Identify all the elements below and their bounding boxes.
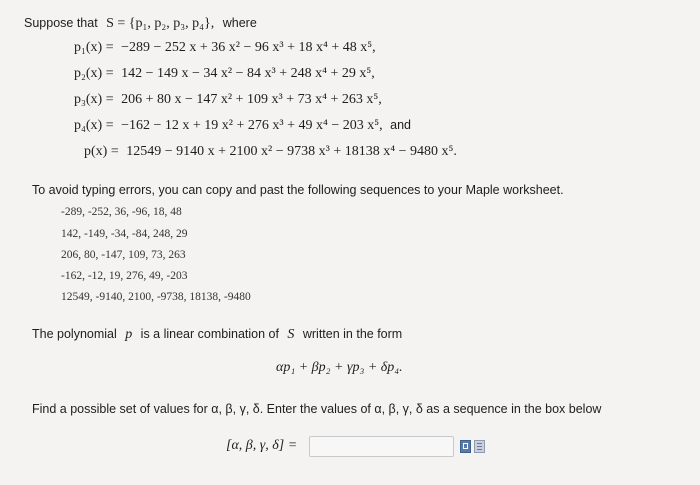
intro-suffix: where: [222, 16, 257, 30]
combination-formula: αp₁ + βp₂ + γp₃ + δp₄.: [276, 360, 403, 375]
polynomial-rhs: −162 − 12 x + 19 x² + 276 x³ + 49 x⁴ − 203 x⁵,: [121, 118, 383, 133]
polynomial-lhs: p₁(x) =: [74, 40, 114, 55]
answer-input[interactable]: [309, 436, 454, 457]
polynomial-symbol: p: [125, 327, 133, 342]
sequence-line: -162, -12, 19, 276, 49, -203: [61, 270, 188, 282]
polynomial-rhs: −289 − 252 x + 36 x² − 96 x³ + 18 x⁴ + 48 x⁵,: [121, 40, 376, 55]
equation-editor-icon[interactable]: [460, 440, 471, 453]
combination-suffix: written in the form: [302, 327, 403, 341]
sequence-line: 206, 80, -147, 109, 73, 263: [61, 249, 186, 261]
find-instructions: Find a possible set of values for α, β, γ, δ. Enter the values of α, β, γ, δ as a sequence in the box below: [32, 402, 602, 416]
polynomial-row: [74, 118, 411, 134]
answer-label: [α, β, γ, δ] =: [226, 438, 298, 453]
polynomial-lhs: p₄(x) =: [74, 118, 114, 133]
polynomial-rhs: 12549 − 9140 x + 2100 x² − 9738 x³ + 18138 x⁴ − 9480 x⁵.: [126, 144, 457, 159]
set-symbol: S: [287, 327, 295, 342]
intro-line: [24, 14, 257, 32]
polynomial-row: [74, 40, 376, 56]
polynomial-lhs: p₂(x) =: [74, 66, 114, 81]
sequence-line: 142, -149, -34, -84, 248, 29: [61, 228, 188, 240]
polynomial-lhs: p₃(x) =: [74, 92, 114, 107]
polynomial-rhs: 142 − 149 x − 34 x² − 84 x³ + 248 x⁴ + 29 x⁵,: [121, 66, 375, 81]
polynomial-rhs: 206 + 80 x − 147 x² + 109 x³ + 73 x⁴ + 263 x⁵,: [121, 92, 382, 107]
sequence-line: -289, -252, 36, -96, 18, 48: [61, 206, 182, 218]
combination-prefix: The polynomial: [32, 327, 117, 341]
set-expression: S = {p₁, p₂, p₃, p₄},: [106, 16, 215, 31]
intro-prefix: Suppose that: [24, 16, 98, 30]
combination-middle: is a linear combination of: [140, 327, 279, 341]
polynomial-row: [84, 144, 457, 160]
copy-instructions: To avoid typing errors, you can copy and past the following sequences to your Maple worksheet.: [32, 183, 564, 197]
polynomial-lhs: p(x) =: [84, 144, 119, 159]
and-word: and: [390, 118, 411, 132]
preview-icon[interactable]: [474, 440, 485, 453]
polynomial-row: [74, 66, 375, 82]
sequence-line: 12549, -9140, 2100, -9738, 18138, -9480: [61, 291, 251, 303]
polynomial-row: [74, 92, 382, 108]
combination-statement: [32, 325, 402, 343]
